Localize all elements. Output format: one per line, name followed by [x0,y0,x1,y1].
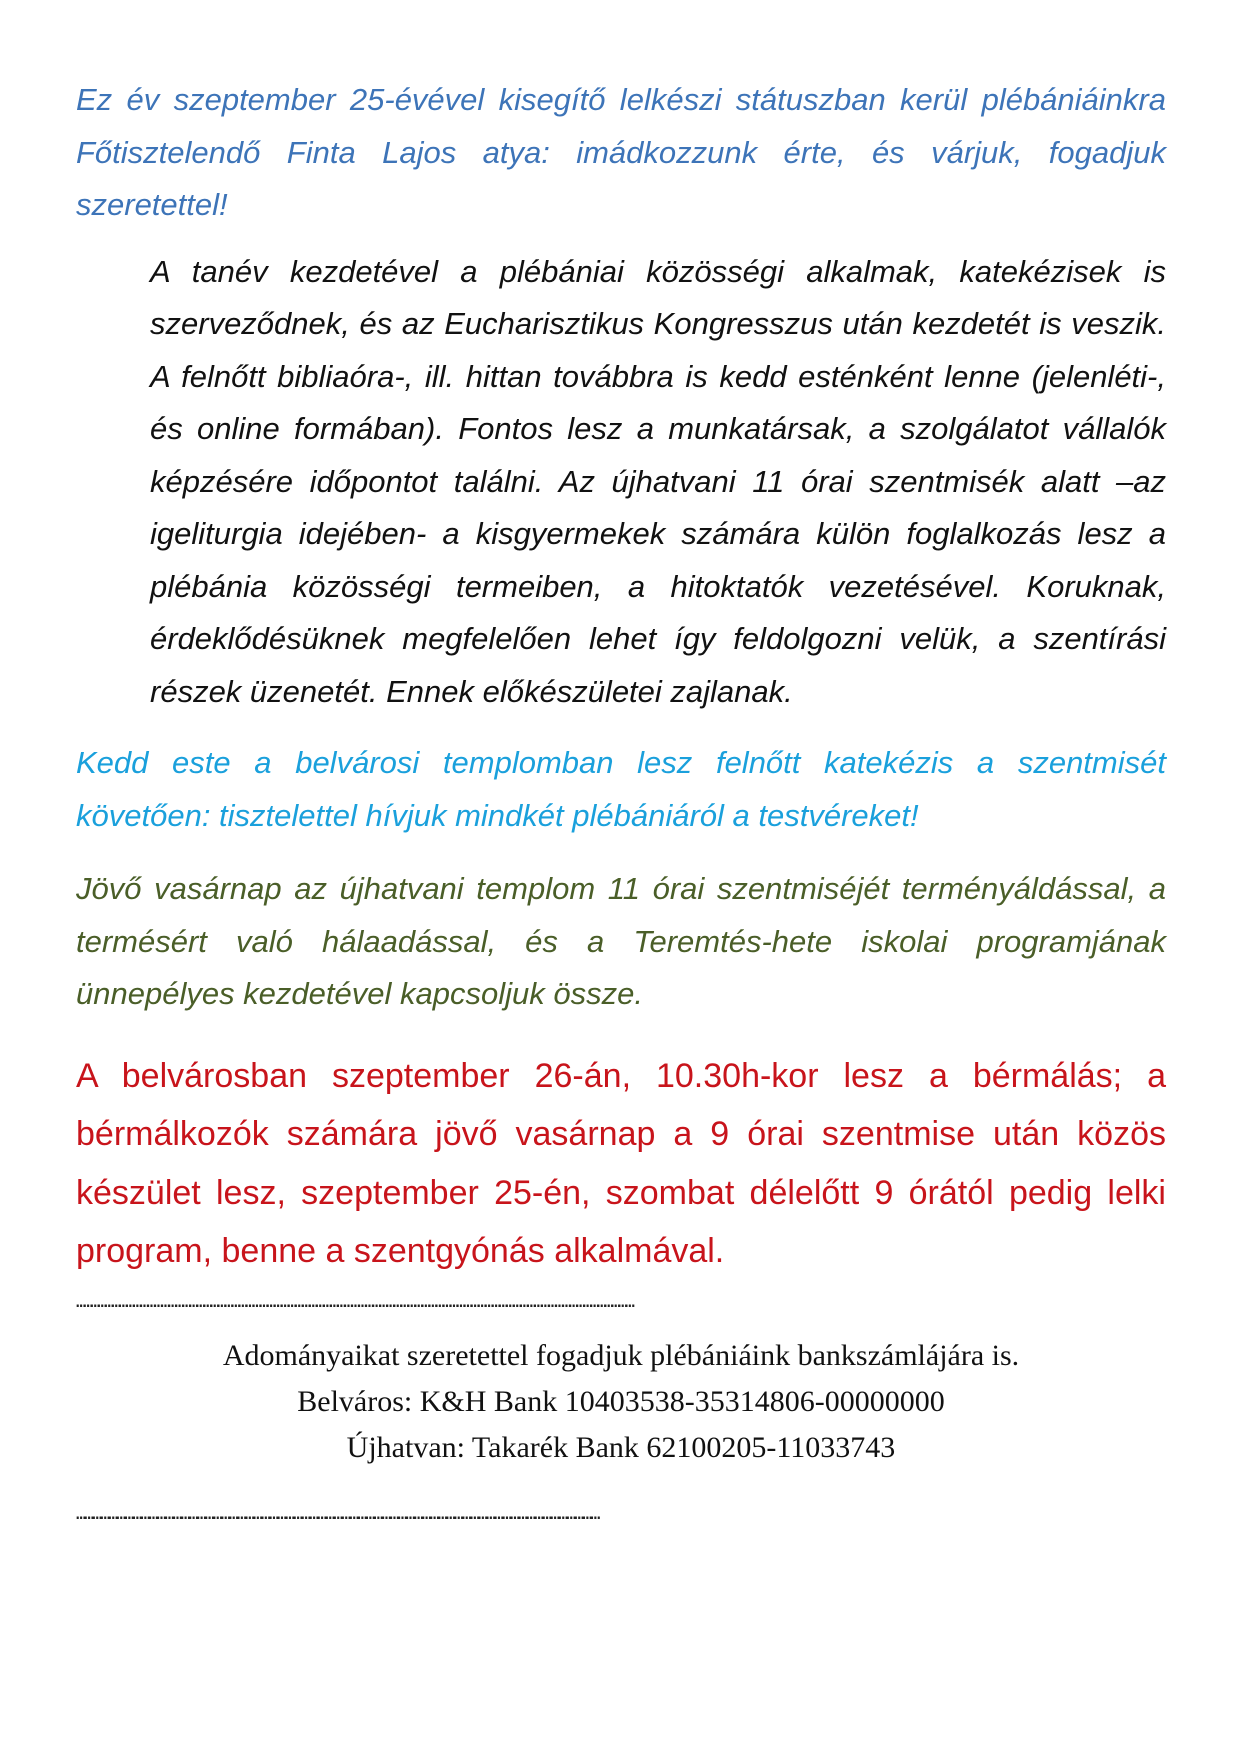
announcement-confirmation: A belvárosban szeptember 26-án, 10.30h-kor lesz a bérmálás; a bérmálkozók számára jövő vasárnap a 9 órai szentmise után közös készület lesz, szeptember 25-én, szombat délelőtt 9 órától pedig lelki program, benne a szentgyónás alkalmával. [76,1056,1166,1270]
donation-intro: Adományaikat szeretettel fogadjuk plébániáink bankszámlájára is. [222,1338,1020,1372]
donation-belvaros-account: Belváros: K&H Bank 10403538-35314806-00000000 [297,1384,945,1418]
bulletin-page [76,74,1166,1523]
donation-block [76,1333,1166,1471]
announcement-tuesday-catechesis: Kedd este a belvárosi templomban lesz felnőtt katekézis a szentmisét követően: tisztelettel hívjuk mindkét plébániáról a testvéreket! [76,745,1166,833]
donation-ujhatvan-account: Újhatvan: Takarék Bank 62100205-11033743 [346,1430,896,1464]
announcement-catechesis: A tanév kezdetével a plébániai közösségi alkalmak, katekézisek is szerveződnek, és az Eucharisztikus Kongresszus után kezdetét is veszik. A felnőtt bibliaóra-, ill. hittan továbbra is kedd esténként lenne (jelenléti-, és online formában). Fontos lesz a munkatársak, a szolgálatot vállalók képzésére időpontot találni. Az újhatvani 11 órai szentmisék alatt –az igeliturgia idejében- a kisgyermekek számára külön foglalkozás lesz a plébánia közösségi termeiben, a hitoktatók vezetésével. Koruknak, érdeklődésüknek megfelelően lehet így feldolgozni velük, a szentírási részek üzenetét. Ennek előkészületei zajlanak. [150,253,1166,709]
dotted-separator-bottom: …………………………………………………………………………………………………………………………………………………………………………… [76,1504,599,1523]
announcement-new-priest: Ez év szeptember 25-évével kisegítő lelkészi státuszban kerül plébániáinkra Főtisztelendő Finta Lajos atya: imádkozzunk érte, és várjuk, fogadjuk szeretettel! [76,82,1166,222]
announcement-harvest-blessing: Jövő vasárnap az újhatvani templom 11 órai szentmiséjét terményáldással, a termésért való hálaadással, és a Teremtés-hete iskolai programjának ünnepélyes kezdetével kapcsoljuk össze. [76,871,1166,1011]
dotted-separator-top: ………………………………………………………………………………………………………………………………………………………………………………………………………………… [76,1292,632,1311]
